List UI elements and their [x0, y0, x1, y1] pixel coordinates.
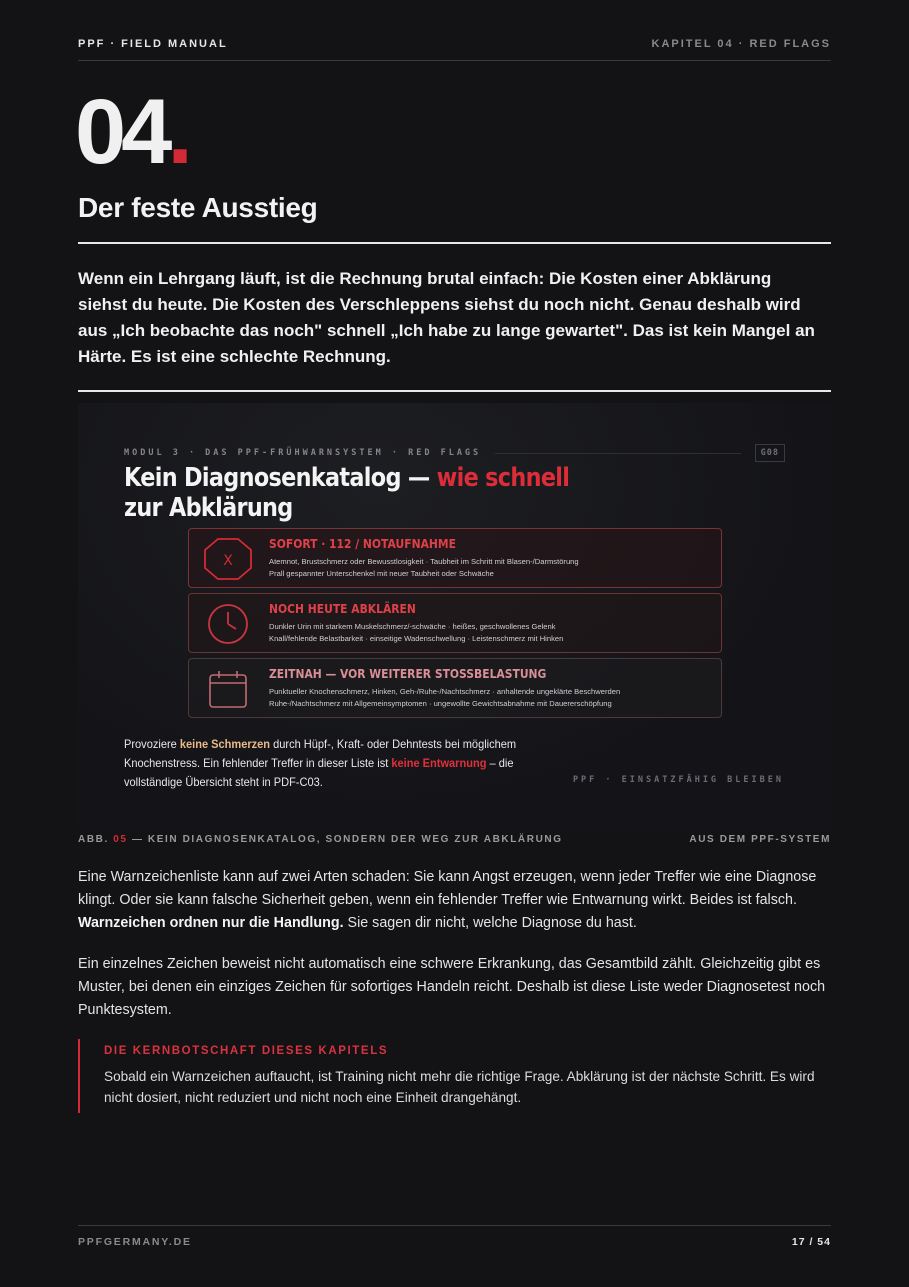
figure-title: [124, 463, 606, 523]
svg-text:X: X: [223, 553, 233, 569]
figure-body-highlight: keine Entwarnung: [391, 756, 487, 770]
figure-kicker-line: [495, 453, 740, 454]
body-paragraph-1: [78, 866, 831, 935]
paragraph-text: Eine Warnzeichenliste kann auf zwei Arten schaden: Sie kann Angst erzeugen, wenn jeder Treffer wie eine Diagnose klingt. Oder sie kann falsche Sicherheit geben, wenn ein fehlender Treffer wie Entwarnung wirkt. Beides ist falsch.: [78, 869, 817, 908]
figure-title-part2: zur Abklärung: [124, 493, 293, 523]
flag-card-heading: NOCH HEUTE ABKLÄREN: [269, 601, 416, 616]
figure-title-highlight: wie schnell: [436, 463, 570, 493]
chapter-title: Der feste Ausstieg: [78, 192, 318, 223]
header-left: PPF · FIELD MANUAL: [78, 38, 228, 50]
clock-icon: [203, 602, 253, 646]
octagon-x-icon: [203, 537, 253, 581]
figure-body-part: Provoziere: [124, 737, 180, 751]
key-message-callout: [78, 1039, 831, 1113]
calendar-icon: [203, 667, 253, 711]
flag-card-line: Atemnot, Brustschmerz oder Bewusstlosigkeit · Taubheit im Schritt mit Blasen-/Darmstörung: [269, 557, 579, 566]
paragraph-text: Sie sagen dir nicht, welche Diagnose du hast.: [343, 915, 637, 931]
figure-body-part: – die vollständige Übersicht steht in PDF-C03.: [124, 756, 514, 789]
caption-prefix: ABB.: [78, 834, 114, 845]
flag-card-immediate: [188, 528, 722, 588]
figure-signature: PPF · EINSATZFÄHIG BLEIBEN: [572, 775, 784, 785]
figure-kicker: [124, 444, 785, 462]
footer-site: PPFGERMANY.DE: [78, 1236, 192, 1248]
flag-card-heading: SOFORT · 112 / NOTAUFNAHME: [269, 536, 456, 551]
lead-paragraph: Wenn ein Lehrgang läuft, ist die Rechnung brutal einfach: Die Kosten einer Abklärung siehst du heute. Die Kosten des Verschleppens siehst du noch nicht. Genau deshalb wird aus „Ich beobachte das noch" schnell „Ich habe zu lange gewartet". Das ist kein Mangel an Härte. Es ist eine schlechte Rechnung.: [78, 269, 815, 366]
callout-text: Sobald ein Warnzeichen auftaucht, ist Training nicht mehr die richtige Frage. Abklärung ist der nächste Schritt. Es wird nicht dosiert, nicht reduziert und nicht noch eine Einheit drangehängt.: [104, 1069, 815, 1105]
chapter-number-dot: .: [167, 81, 193, 183]
figure-image: [78, 403, 831, 825]
header-rule: [78, 60, 831, 61]
flag-card-line: Prall gespannter Unterschenkel mit neuer Taubheit oder Schwäche: [269, 569, 494, 578]
caption-text: — KEIN DIAGNOSENKATALOG, SONDERN DER WEG ZUR ABKLÄRUNG: [127, 834, 563, 845]
paragraph-bold: Warnzeichen ordnen nur die Handlung.: [78, 915, 344, 931]
caption-right: AUS DEM PPF-SYSTEM: [689, 834, 831, 845]
chapter-number: [75, 81, 193, 183]
flag-card-line: Ruhe-/Nachtschmerz mit Allgemeinsymptomen · ungewollte Gewichtsabnahme mit Dauererschöpfung: [269, 699, 612, 708]
body-paragraph-2: Ein einzelnes Zeichen beweist nicht automatisch eine schwere Erkrankung, das Gesamtbild zählt. Gleichzeitig gibt es Muster, bei denen ein einziges Zeichen für sofortiges Handeln reicht. Deshalb ist diese Liste weder Diagnosetest noch Punktesystem.: [78, 956, 826, 1018]
footer-rule: [78, 1225, 831, 1226]
flag-card-heading: ZEITNAH — VOR WEITERER STOSSBELASTUNG: [269, 666, 547, 681]
figure-body-highlight: keine Schmerzen: [179, 737, 271, 751]
header-right: KAPITEL 04 · RED FLAGS: [651, 38, 831, 50]
chapter-number-digits: 04: [75, 81, 168, 183]
lead-rule: [78, 390, 831, 392]
figure-kicker-text: MODUL 3 · DAS PPF-FRÜHWARNSYSTEM · RED FLAGS: [124, 448, 482, 458]
figure-body-text: [124, 735, 520, 792]
callout-kicker: DIE KERNBOTSCHAFT DIESES KAPITELS: [104, 1045, 389, 1057]
flag-card-today: [188, 593, 722, 653]
flag-card-line: Punktueller Knochenschmerz, Hinken, Geh-/Ruhe-/Nachtschmerz · anhaltende ungeklärte Beschwerden: [269, 687, 621, 696]
flag-card-line: Dunkler Urin mit starkem Muskelschmerz/-schwäche · heißes, geschwollenes Gelenk: [269, 622, 556, 631]
title-rule: [78, 242, 831, 244]
page-footer: [78, 1236, 831, 1248]
caption-number: 05: [113, 834, 128, 845]
figure-title-part1: Kein Diagnosenkatalog —: [124, 463, 437, 493]
figure-caption: [78, 834, 831, 845]
running-header: [78, 38, 831, 50]
figure-body-part: durch Hüpf-, Kraft- oder Dehntests bei möglichem Knochenstress. Ein fehlender Treffer in dieser Liste ist: [124, 737, 517, 770]
figure-tag: G08: [755, 444, 785, 462]
document-page: [75, 0, 831, 1287]
caption-left: [78, 834, 563, 845]
flag-card-line: Knall/fehlende Belastbarkeit · einseitige Wadenschwellung · Leistenschmerz mit Hinken: [269, 634, 564, 643]
page-number: 17 / 54: [791, 1236, 831, 1248]
flag-card-soon: [188, 658, 722, 718]
